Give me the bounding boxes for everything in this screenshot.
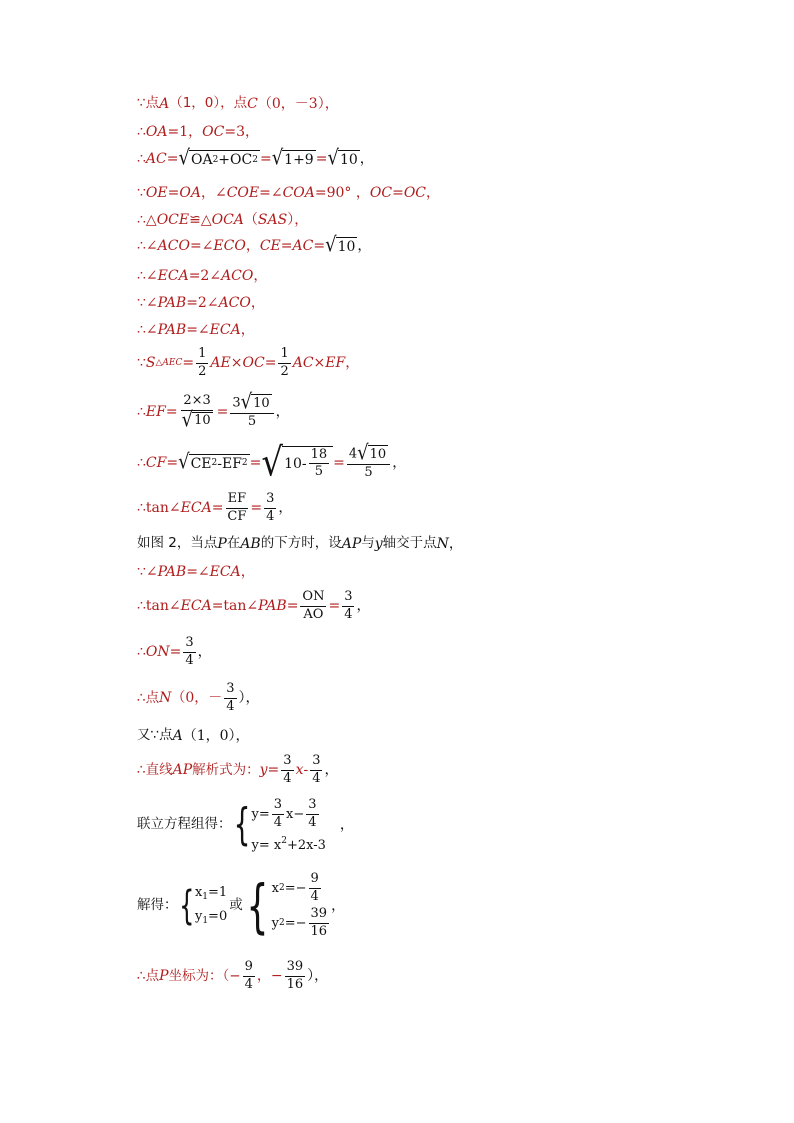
numerator: 1 <box>278 347 290 364</box>
numerator: 3 <box>310 754 322 771</box>
text: =tan∠ <box>211 598 259 615</box>
text: = <box>211 500 224 517</box>
numerator: 39 <box>285 960 306 977</box>
text: ， <box>245 238 260 254</box>
text: x− <box>286 806 305 822</box>
denominator: 5 <box>364 465 373 480</box>
numerator: 1 <box>196 347 208 364</box>
text: ， <box>240 322 255 338</box>
text: 或 <box>229 897 243 914</box>
text: = <box>169 644 182 661</box>
line-12 <box>137 439 407 486</box>
fraction <box>224 682 236 715</box>
text: 联立方程组得： <box>137 816 232 833</box>
line-1 <box>137 97 339 111</box>
text: AC <box>292 238 314 254</box>
text: = <box>313 238 326 254</box>
numerator: 3 <box>224 682 236 699</box>
denominator: AO <box>303 606 324 622</box>
text: ，− <box>256 968 283 985</box>
text: 坐标为：（− <box>168 967 241 984</box>
text: A <box>172 728 183 744</box>
text: CE <box>259 238 281 254</box>
fraction <box>243 960 255 993</box>
text: = <box>259 151 272 167</box>
text: ∵∠ <box>137 295 158 311</box>
brace: { <box>178 882 194 929</box>
text: OCA <box>211 212 244 228</box>
line-23 <box>137 960 328 993</box>
text: × <box>230 355 243 372</box>
text: =− <box>284 880 307 896</box>
text: COA <box>282 185 315 201</box>
line-19 <box>137 729 250 743</box>
text: -EF <box>217 455 242 472</box>
text: x <box>271 880 279 896</box>
text: N <box>159 690 172 707</box>
line-14 <box>137 537 463 551</box>
text: 10 <box>253 395 270 411</box>
exponent: 2 <box>241 458 248 469</box>
text: x <box>194 884 203 900</box>
text: OE <box>145 185 168 201</box>
text: ， <box>339 816 354 833</box>
exponent: 2 <box>281 835 287 846</box>
text: ∴点 <box>137 689 160 706</box>
text: 1+9 <box>284 152 314 168</box>
line-2 <box>137 125 259 139</box>
solution-2 <box>272 872 331 940</box>
line-17 <box>137 636 212 669</box>
text: ≌△ <box>189 212 212 228</box>
denominator: 4 <box>308 814 317 830</box>
text: （1，0）， <box>182 728 250 744</box>
text: ∴ <box>137 454 146 471</box>
denominator: 4 <box>185 652 194 668</box>
text: OCE <box>156 212 190 228</box>
text: EF <box>325 355 346 372</box>
denominator: 5 <box>247 414 257 429</box>
text: =0 <box>208 908 228 924</box>
text: = <box>392 185 404 201</box>
text: ， <box>250 295 265 311</box>
text: y <box>194 908 203 924</box>
text: A <box>159 96 170 112</box>
text: ACO <box>157 238 190 254</box>
fraction <box>183 636 195 669</box>
text: y <box>271 915 279 931</box>
text: +2x-3 <box>286 837 326 853</box>
text: ∴ <box>137 151 146 167</box>
text: P <box>217 536 227 552</box>
fraction <box>281 754 293 787</box>
text: ∴△ <box>137 212 157 228</box>
brace: { <box>233 798 250 850</box>
text: OC <box>242 355 265 372</box>
fraction <box>225 492 248 525</box>
text: = <box>280 238 293 254</box>
text: ECA <box>180 500 212 517</box>
numerator: 9 <box>243 960 255 977</box>
text: =90° ， <box>314 185 370 201</box>
denominator: 4 <box>310 888 319 904</box>
text: = <box>328 598 341 615</box>
text: ∵点 <box>137 95 160 112</box>
text: =− <box>284 915 307 931</box>
text: ）， <box>287 212 309 228</box>
text: OC <box>202 124 225 140</box>
sqrt: √ OA 2 +OC 2 <box>178 146 258 171</box>
numerator: ON <box>300 590 326 607</box>
text: ∵ <box>137 185 146 201</box>
text: = <box>166 454 179 471</box>
text: ECA <box>209 564 241 580</box>
fraction <box>230 390 273 430</box>
text: = <box>333 454 345 471</box>
text: PAB <box>157 564 187 580</box>
text: C <box>247 96 258 112</box>
text: （0，－ <box>171 690 223 707</box>
text: 10- <box>284 455 307 472</box>
text: ACO <box>218 295 251 311</box>
text: ， <box>426 185 441 201</box>
fraction <box>347 441 390 481</box>
line-18 <box>137 682 260 715</box>
denominator: 4 <box>226 698 235 714</box>
denominator: √ 10 <box>181 408 211 433</box>
text: CF <box>145 454 167 471</box>
text: ， <box>275 403 290 420</box>
text: =∠ <box>186 564 210 580</box>
text: ， <box>356 598 371 615</box>
text: ， <box>331 897 346 914</box>
line-8 <box>137 296 265 310</box>
text: ， <box>240 564 255 580</box>
text: ECA <box>180 598 212 615</box>
text: ， <box>253 268 268 284</box>
subscript: △AEC <box>155 357 183 368</box>
text: EF <box>145 403 166 420</box>
text: 10 <box>337 239 356 255</box>
text: ∴tan∠ <box>137 500 181 517</box>
text: ）， <box>238 690 260 707</box>
numerator: 3 √ 10 <box>230 394 273 414</box>
exponent: 2 <box>212 154 219 165</box>
subscript: 2 <box>278 917 285 928</box>
numerator: 2×3 <box>181 394 212 411</box>
text: ∴ <box>137 124 146 140</box>
fraction <box>196 347 208 380</box>
text: = <box>249 454 262 471</box>
text: y <box>374 536 383 552</box>
text: ， <box>345 355 360 372</box>
text: =3， <box>224 124 259 140</box>
text: ， <box>278 500 293 517</box>
text: ， <box>359 151 374 167</box>
text: ∴∠ <box>137 268 158 284</box>
numerator: 3 <box>264 492 276 509</box>
text: =∠ <box>186 322 210 338</box>
text: （0，－3）， <box>257 96 339 112</box>
line-21 <box>137 798 354 852</box>
brace: { <box>246 871 269 940</box>
line-16 <box>137 590 370 623</box>
text: （1，0），点 <box>169 95 248 112</box>
sqrt: √ 10 <box>325 233 356 258</box>
line-20 <box>137 754 338 787</box>
denominator: 4 <box>312 770 321 786</box>
subscript: 2 <box>278 882 285 893</box>
line-6 <box>137 233 372 258</box>
text: ， <box>324 762 339 779</box>
text: =2∠ <box>186 295 219 311</box>
text: 又∵点 <box>137 727 173 744</box>
subscript: 1 <box>202 891 209 902</box>
text: ∵∠ <box>137 564 158 580</box>
solution-1 <box>195 886 227 926</box>
text: = <box>167 185 180 201</box>
text: ∴tan∠ <box>137 598 181 615</box>
sqrt: √ CE 2 -EF 2 <box>178 450 248 475</box>
text: ECO <box>213 238 246 254</box>
text: = <box>286 598 299 615</box>
text: = <box>267 762 280 779</box>
text: ECA <box>209 322 241 338</box>
text: 10 <box>194 413 211 429</box>
text: ∴ <box>137 644 146 661</box>
sqrt: √ 10- $\frac{18}{5}$ <box>261 446 333 481</box>
numerator: 3 <box>306 798 318 815</box>
text: = <box>182 355 195 372</box>
exponent: 2 <box>252 154 258 165</box>
numerator: 39 <box>309 907 330 924</box>
text: CE <box>190 455 212 472</box>
line-4 <box>137 186 440 200</box>
fraction <box>300 590 326 623</box>
text: y= <box>251 806 270 822</box>
text: = <box>315 151 328 167</box>
exponent: 2 <box>211 458 218 469</box>
text: S <box>145 355 156 372</box>
text: PAB <box>157 322 187 338</box>
line-7 <box>137 269 267 283</box>
text: ，∠ <box>200 185 227 201</box>
text: N <box>436 536 449 552</box>
line-10 <box>137 347 359 380</box>
text: =2∠ <box>188 268 222 284</box>
denominator: 4 <box>266 508 275 524</box>
line-13 <box>137 492 292 525</box>
fraction <box>342 590 354 623</box>
text: AP <box>341 536 362 552</box>
fraction <box>180 393 215 433</box>
line-11 <box>137 390 290 433</box>
fraction <box>310 754 322 787</box>
line-9 <box>137 323 255 337</box>
text: 轴交于点 <box>382 535 437 552</box>
sqrt: √ 10 <box>327 146 358 171</box>
text: 在 <box>226 535 241 552</box>
text: ∴∠ <box>137 238 158 254</box>
numerator: 3 <box>183 636 195 653</box>
numerator: 3 <box>272 798 284 815</box>
text: AE <box>210 355 231 372</box>
denominator: 5 <box>314 464 324 480</box>
text: = <box>166 151 179 167</box>
equation-system <box>252 798 326 852</box>
text: 10 <box>339 152 358 168</box>
text: ， <box>392 454 407 471</box>
line-22 <box>137 872 345 940</box>
text: ECA <box>157 268 189 284</box>
text: P <box>159 968 169 985</box>
text: OA <box>145 124 168 140</box>
text: - <box>303 762 309 779</box>
text: ∴直线 <box>137 761 173 778</box>
text: OC <box>369 185 393 201</box>
text: ACO <box>221 268 254 284</box>
numerator: 9 <box>309 872 321 889</box>
text: 4 <box>348 446 358 462</box>
text: AC <box>145 151 167 167</box>
text: ∴∠ <box>137 322 158 338</box>
text: ， <box>448 536 463 552</box>
text: ， <box>197 644 212 661</box>
text: 解析式为： <box>192 761 260 778</box>
text: ∴ <box>137 403 146 420</box>
text: ∵ <box>137 355 146 372</box>
text: AP <box>172 762 193 779</box>
fraction <box>278 347 290 380</box>
text: =1， <box>167 124 203 140</box>
text: AB <box>240 536 261 552</box>
denominator: 4 <box>344 606 353 622</box>
text: AC <box>292 355 314 372</box>
text: +OC <box>218 152 253 168</box>
text: 解得： <box>137 897 178 914</box>
text: OA <box>190 152 213 168</box>
text: ∴点 <box>137 967 160 984</box>
fraction <box>264 492 276 525</box>
text: y <box>259 762 268 779</box>
denominator: 4 <box>283 770 292 786</box>
text: y= x <box>251 837 282 853</box>
text: OA <box>179 185 201 201</box>
text: 如图 2，当点 <box>137 535 218 552</box>
text: 10 <box>369 446 387 462</box>
denominator: 2 <box>198 363 207 379</box>
text: =∠ <box>189 238 214 254</box>
text: ON <box>145 644 170 661</box>
denominator: 16 <box>286 976 304 992</box>
text: = <box>250 500 263 517</box>
text: = <box>264 355 277 372</box>
fraction <box>285 960 306 993</box>
text: x <box>295 762 304 779</box>
numerator: 18 <box>309 448 330 465</box>
numerator: 3 <box>342 590 354 607</box>
denominator: 16 <box>310 923 328 939</box>
denominator: 4 <box>244 976 253 992</box>
denominator: CF <box>227 508 247 524</box>
text: 3 <box>232 395 241 411</box>
line-3 <box>137 146 374 171</box>
numerator: 4 √ 10 <box>347 445 390 465</box>
text: =∠ <box>259 185 283 201</box>
text: ， <box>357 238 372 254</box>
text: PAB <box>258 598 287 615</box>
sqrt: √ 1+9 <box>271 146 314 171</box>
denominator: 4 <box>273 814 283 830</box>
text: 的下方时，设 <box>260 535 342 552</box>
text: = <box>165 403 178 420</box>
line-15 <box>137 565 255 579</box>
text: OC <box>403 185 427 201</box>
text: COE <box>226 185 260 201</box>
text: 与 <box>361 535 375 552</box>
text: PAB <box>157 295 187 311</box>
line-5 <box>137 213 308 227</box>
numerator: 3 <box>281 754 293 771</box>
text: =1 <box>208 884 228 900</box>
numerator: EF <box>226 492 249 509</box>
subscript: 1 <box>202 915 209 926</box>
text: = <box>216 403 229 420</box>
text: SAS <box>257 212 288 228</box>
denominator: 2 <box>280 363 289 379</box>
text: × <box>313 355 326 372</box>
text: ）， <box>307 968 329 985</box>
text: （ <box>243 212 258 228</box>
